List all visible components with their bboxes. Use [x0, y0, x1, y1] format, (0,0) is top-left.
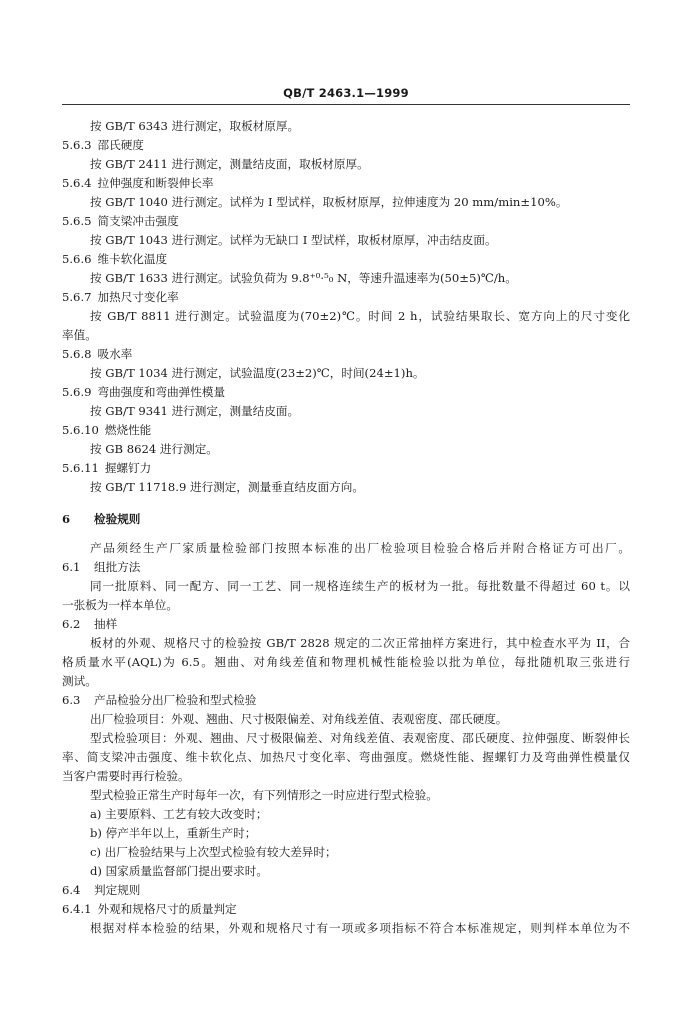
header-rule	[62, 104, 630, 105]
body-text: 按 GB/T 2411 进行测定，测量结皮面，取板材原厚。	[90, 157, 369, 171]
section-number: 6.3	[62, 693, 81, 707]
section-heading	[62, 560, 140, 574]
body-text: 按 GB/T 1633 进行测定。试验负荷为 9.8⁺⁰·⁵₀ N，等速升温速率为(50±5)℃/h。	[90, 271, 517, 285]
section-number: 5.6.6	[62, 252, 92, 266]
section-title: 判定规则	[94, 883, 141, 897]
section-heading	[62, 252, 167, 266]
list-item: b) 停产半年以上，重新生产时；	[90, 826, 257, 840]
section-heading	[62, 617, 117, 631]
body-text: 率、简支梁冲击强度、维卡软化点、加热尺寸变化率、弯曲强度。燃烧性能、握螺钉力及弯曲弹性模量仅	[62, 750, 630, 764]
page-header-standard-code: QB/T 2463.1—1999	[283, 86, 409, 100]
section-number: 6.1	[62, 560, 81, 574]
list-item: c) 出厂检验结果与上次型式检验有较大差异时；	[90, 845, 337, 859]
section-heading	[62, 176, 213, 190]
section-number: 5.6.5	[62, 214, 92, 228]
section-title: 外观和规格尺寸的质量判定	[97, 902, 237, 916]
body-text: 按 GB/T 8811 进行测定。试验温度为(70±2)℃。时间 2 h，试验结果取长、宽方向上的尺寸变化	[90, 309, 630, 323]
section-heading	[62, 290, 179, 304]
section-heading	[62, 902, 237, 916]
body-text: 型式检验正常生产时每年一次，有下列情形之一时应进行型式检验。	[90, 788, 438, 802]
body-text: 同一批原料、同一配方、同一工艺、同一规格连续生产的板材为一批。每批数量不得超过 60 t。以	[90, 579, 630, 593]
chapter-title: 检验规则	[94, 512, 141, 526]
section-heading	[62, 423, 151, 437]
section-title: 维卡软化温度	[97, 252, 168, 266]
body-text: 按 GB/T 1034 进行测定，试验温度(23±2)℃，时间(24±1)h。	[90, 366, 425, 380]
list-item: d) 国家质量监督部门提出要求时。	[90, 864, 268, 878]
section-number: 5.6.9	[62, 385, 92, 399]
body-text: 板材的外观、规格尺寸的检验按 GB/T 2828 规定的二次正常抽样方案进行，其中检查水平为 II，合	[90, 636, 630, 650]
section-title: 燃烧性能	[104, 423, 152, 437]
chapter-number: 6	[62, 512, 71, 526]
section-title: 邵氏硬度	[97, 138, 144, 152]
section-title: 抽样	[94, 617, 118, 631]
section-number: 5.6.3	[62, 138, 92, 152]
section-title: 组批方法	[94, 560, 141, 574]
body-text: 按 GB/T 11718.9 进行测定，测量垂直结皮面方向。	[90, 480, 364, 494]
section-number: 5.6.4	[62, 176, 92, 190]
body-text: 测试。	[62, 674, 97, 688]
section-title: 拉伸强度和断裂伸长率	[97, 176, 214, 190]
section-number: 5.6.10	[62, 423, 99, 437]
section-number: 6.4	[62, 883, 81, 897]
body-text: 按 GB/T 1043 进行测定。试样为无缺口 I 型试样，取板材原厚，冲击结皮面。	[90, 233, 497, 247]
section-heading	[62, 138, 144, 152]
list-item: a) 主要原料、工艺有较大改变时；	[90, 807, 268, 821]
section-heading	[62, 883, 140, 897]
body-text: 格质量水平(AQL)为 6.5。翘曲、对角线差值和物理机械性能检验以批为单位，每批随机取三张进行	[62, 655, 630, 669]
chapter-heading	[62, 512, 140, 526]
section-number: 5.6.11	[62, 461, 99, 475]
section-heading	[62, 347, 132, 361]
section-title: 产品检验分出厂检验和型式检验	[94, 693, 257, 707]
section-title: 吸水率	[97, 347, 133, 361]
section-title: 握螺钉力	[104, 461, 152, 475]
body-text: 产品须经生产厂家质量检验部门按照本标准的出厂检验项目检验合格后并附合格证方可出厂。	[90, 541, 630, 555]
section-title: 简支梁冲击强度	[97, 214, 179, 228]
section-title: 加热尺寸变化率	[97, 290, 179, 304]
section-heading	[62, 214, 179, 228]
section-title: 弯曲强度和弯曲弹性模量	[97, 385, 226, 399]
body-text: 按 GB/T 9341 进行测定，测量结皮面。	[90, 404, 300, 418]
section-number: 6.4.1	[62, 902, 92, 916]
body-text: 按 GB/T 6343 进行测定，取板材原厚。	[90, 119, 300, 133]
body-text: 按 GB/T 1040 进行测定。试样为 I 型试样，取板材原厚，拉伸速度为 20 mm/min±10%。	[90, 195, 568, 209]
body-text: 一张板为一样本单位。	[62, 598, 178, 612]
body-text: 根据对样本检验的结果，外观和规格尺寸有一项或多项指标不符合本标准规定，则判样本单位为不	[90, 921, 630, 935]
section-heading	[62, 461, 151, 475]
section-number: 5.6.7	[62, 290, 92, 304]
body-text: 率值。	[62, 328, 97, 342]
body-text: 按 GB 8624 进行测定。	[90, 442, 218, 456]
section-heading	[62, 385, 225, 399]
section-number: 6.2	[62, 617, 81, 631]
body-text: 型式检验项目：外观、翘曲、尺寸极限偏差、对角线差值、表观密度、邵氏硬度、拉伸强度、断裂伸长	[90, 731, 630, 745]
body-text: 当客户需要时再行检验。	[62, 769, 190, 783]
section-heading	[62, 693, 256, 707]
body-text: 出厂检验项目：外观、翘曲、尺寸极限偏差、对角线差值、表观密度、邵氏硬度。	[90, 712, 508, 726]
section-number: 5.6.8	[62, 347, 92, 361]
